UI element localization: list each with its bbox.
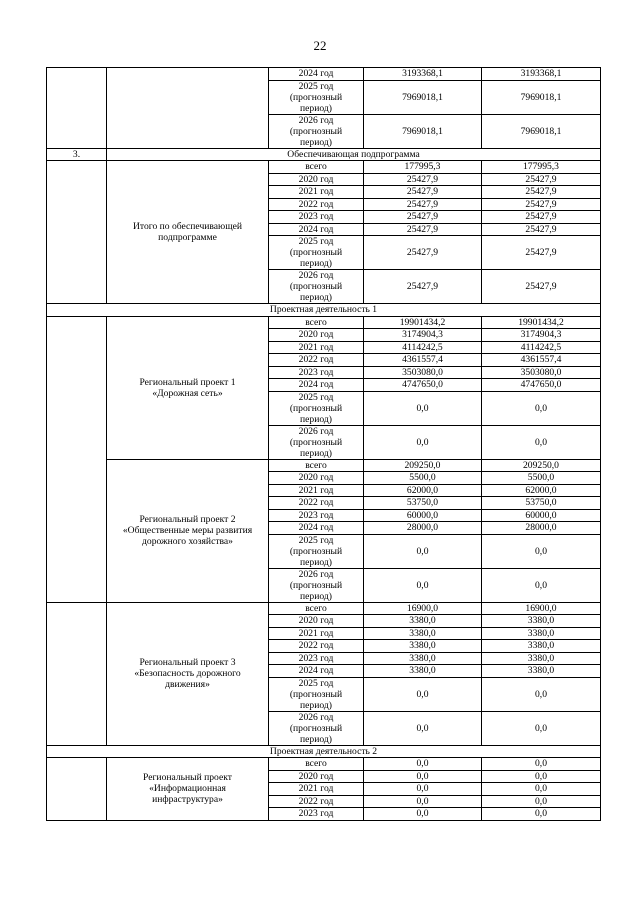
value-cell: 0,0 [364,711,482,745]
value-cell: 177995,3 [482,161,601,174]
project-name: Региональный проект 1 «Дорожная сеть» [107,316,269,459]
year-cell: 2024 год [269,223,364,236]
value-cell: 0,0 [364,677,482,711]
value-cell: 60000,0 [482,509,601,522]
year-cell: всего [269,758,364,771]
value-cell: 0,0 [482,770,601,783]
year-cell: 2020 год [269,173,364,186]
year-cell: 2026 год (прогнозный период) [269,114,364,148]
value-cell: 60000,0 [364,509,482,522]
year-cell: 2024 год [269,68,364,81]
value-cell: 25427,9 [364,198,482,211]
year-cell: 2025 год (прогнозный период) [269,391,364,425]
value-cell: 4114242,5 [482,341,601,354]
year-cell: 2024 год [269,665,364,678]
value-cell: 3503080,0 [364,366,482,379]
year-cell: 2020 год [269,615,364,628]
year-cell: 2025 год (прогнозный период) [269,80,364,114]
year-cell: 2020 год [269,770,364,783]
value-cell: 7969018,1 [482,114,601,148]
year-cell: 2022 год [269,497,364,510]
value-cell: 3380,0 [482,615,601,628]
value-cell: 25427,9 [482,211,601,224]
number-cell [47,602,107,745]
section-title: Обеспечивающая подпрограмма [107,148,601,161]
value-cell: 3380,0 [364,627,482,640]
year-cell: 2026 год (прогнозный период) [269,270,364,304]
value-cell: 25427,9 [482,236,601,270]
value-cell: 16900,0 [482,602,601,615]
value-cell: 0,0 [482,534,601,568]
value-cell: 25427,9 [364,223,482,236]
value-cell: 4747650,0 [364,379,482,392]
year-cell: 2024 год [269,522,364,535]
year-cell: 2026 год (прогнозный период) [269,568,364,602]
value-cell: 0,0 [482,783,601,796]
table-row [47,316,601,329]
year-cell: всего [269,602,364,615]
value-cell: 3380,0 [482,627,601,640]
table-row [47,459,601,472]
value-cell: 3174904,3 [364,329,482,342]
year-cell: 2021 год [269,341,364,354]
value-cell: 0,0 [364,391,482,425]
year-cell: 2023 год [269,509,364,522]
table-row [47,602,601,615]
value-cell: 5500,0 [364,472,482,485]
project-name: Региональный проект 3 «Безопасность дорожного движения» [107,602,269,745]
year-cell: 2025 год (прогнозный период) [269,236,364,270]
value-cell: 3193368,1 [482,68,601,81]
value-cell: 4361557,4 [482,354,601,367]
value-cell: 4361557,4 [364,354,482,367]
value-cell: 0,0 [364,534,482,568]
value-cell: 25427,9 [364,186,482,199]
value-cell: 0,0 [482,568,601,602]
value-cell: 0,0 [482,711,601,745]
project-name: Региональный проект «Информационная инфраструктура» [107,758,269,821]
value-cell: 3380,0 [364,615,482,628]
section-title: Проектная деятельность 1 [47,304,601,317]
value-cell: 0,0 [482,808,601,821]
number-cell [47,161,107,304]
year-cell: 2022 год [269,198,364,211]
table-row [47,161,601,174]
value-cell: 25427,9 [364,270,482,304]
value-cell: 177995,3 [364,161,482,174]
value-cell: 0,0 [482,795,601,808]
value-cell: 0,0 [364,425,482,459]
value-cell: 0,0 [364,783,482,796]
value-cell: 19901434,2 [364,316,482,329]
value-cell: 25427,9 [482,186,601,199]
value-cell: 16900,0 [364,602,482,615]
value-cell: 3380,0 [364,665,482,678]
value-cell: 28000,0 [482,522,601,535]
value-cell: 7969018,1 [482,80,601,114]
value-cell: 0,0 [364,808,482,821]
section-title: Проектная деятельность 2 [47,745,601,758]
value-cell: 3380,0 [364,640,482,653]
section-row [47,148,601,161]
year-cell: 2025 год (прогнозный период) [269,534,364,568]
value-cell: 3380,0 [482,665,601,678]
value-cell: 7969018,1 [364,114,482,148]
value-cell: 3380,0 [482,640,601,653]
year-cell: 2024 год [269,379,364,392]
number-cell [47,758,107,821]
number-cell [47,316,107,602]
value-cell: 0,0 [364,568,482,602]
year-cell: 2021 год [269,627,364,640]
table-row [47,758,601,771]
name-cell [107,68,269,149]
value-cell: 0,0 [364,770,482,783]
table-row [47,68,601,81]
value-cell: 25427,9 [482,173,601,186]
year-cell: всего [269,161,364,174]
value-cell: 0,0 [364,795,482,808]
year-cell: 2023 год [269,211,364,224]
project-name: Региональный проект 2 «Общественные меры развития дорожного хозяйства» [107,459,269,602]
value-cell: 209250,0 [482,459,601,472]
value-cell: 3193368,1 [364,68,482,81]
value-cell: 0,0 [364,758,482,771]
section-row [47,745,601,758]
value-cell: 25427,9 [482,198,601,211]
value-cell: 0,0 [482,425,601,459]
value-cell: 62000,0 [482,484,601,497]
page-number: 22 [313,38,327,53]
number-cell [47,68,107,149]
value-cell: 62000,0 [364,484,482,497]
value-cell: 0,0 [482,677,601,711]
value-cell: 25427,9 [482,223,601,236]
year-cell: 2023 год [269,366,364,379]
value-cell: 53750,0 [482,497,601,510]
year-cell: всего [269,459,364,472]
subprogram-name: Итого по обеспечивающей подпрограмме [107,161,269,304]
section-number: 3. [47,148,107,161]
year-cell: 2022 год [269,795,364,808]
value-cell: 25427,9 [364,236,482,270]
value-cell: 25427,9 [364,211,482,224]
value-cell: 5500,0 [482,472,601,485]
value-cell: 53750,0 [364,497,482,510]
year-cell: 2026 год (прогнозный период) [269,425,364,459]
year-cell: 2026 год (прогнозный период) [269,711,364,745]
year-cell: всего [269,316,364,329]
value-cell: 4747650,0 [482,379,601,392]
value-cell: 3380,0 [482,652,601,665]
value-cell: 28000,0 [364,522,482,535]
year-cell: 2021 год [269,484,364,497]
value-cell: 0,0 [482,758,601,771]
value-cell: 3503080,0 [482,366,601,379]
section-row [47,304,601,317]
year-cell: 2023 год [269,808,364,821]
value-cell: 3174904,3 [482,329,601,342]
year-cell: 2021 год [269,783,364,796]
budget-table [46,67,601,821]
year-cell: 2022 год [269,354,364,367]
value-cell: 25427,9 [364,173,482,186]
year-cell: 2023 год [269,652,364,665]
year-cell: 2020 год [269,329,364,342]
value-cell: 209250,0 [364,459,482,472]
year-cell: 2020 год [269,472,364,485]
value-cell: 19901434,2 [482,316,601,329]
value-cell: 25427,9 [482,270,601,304]
value-cell: 4114242,5 [364,341,482,354]
year-cell: 2025 год (прогнозный период) [269,677,364,711]
year-cell: 2022 год [269,640,364,653]
value-cell: 3380,0 [364,652,482,665]
value-cell: 0,0 [482,391,601,425]
year-cell: 2021 год [269,186,364,199]
value-cell: 7969018,1 [364,80,482,114]
